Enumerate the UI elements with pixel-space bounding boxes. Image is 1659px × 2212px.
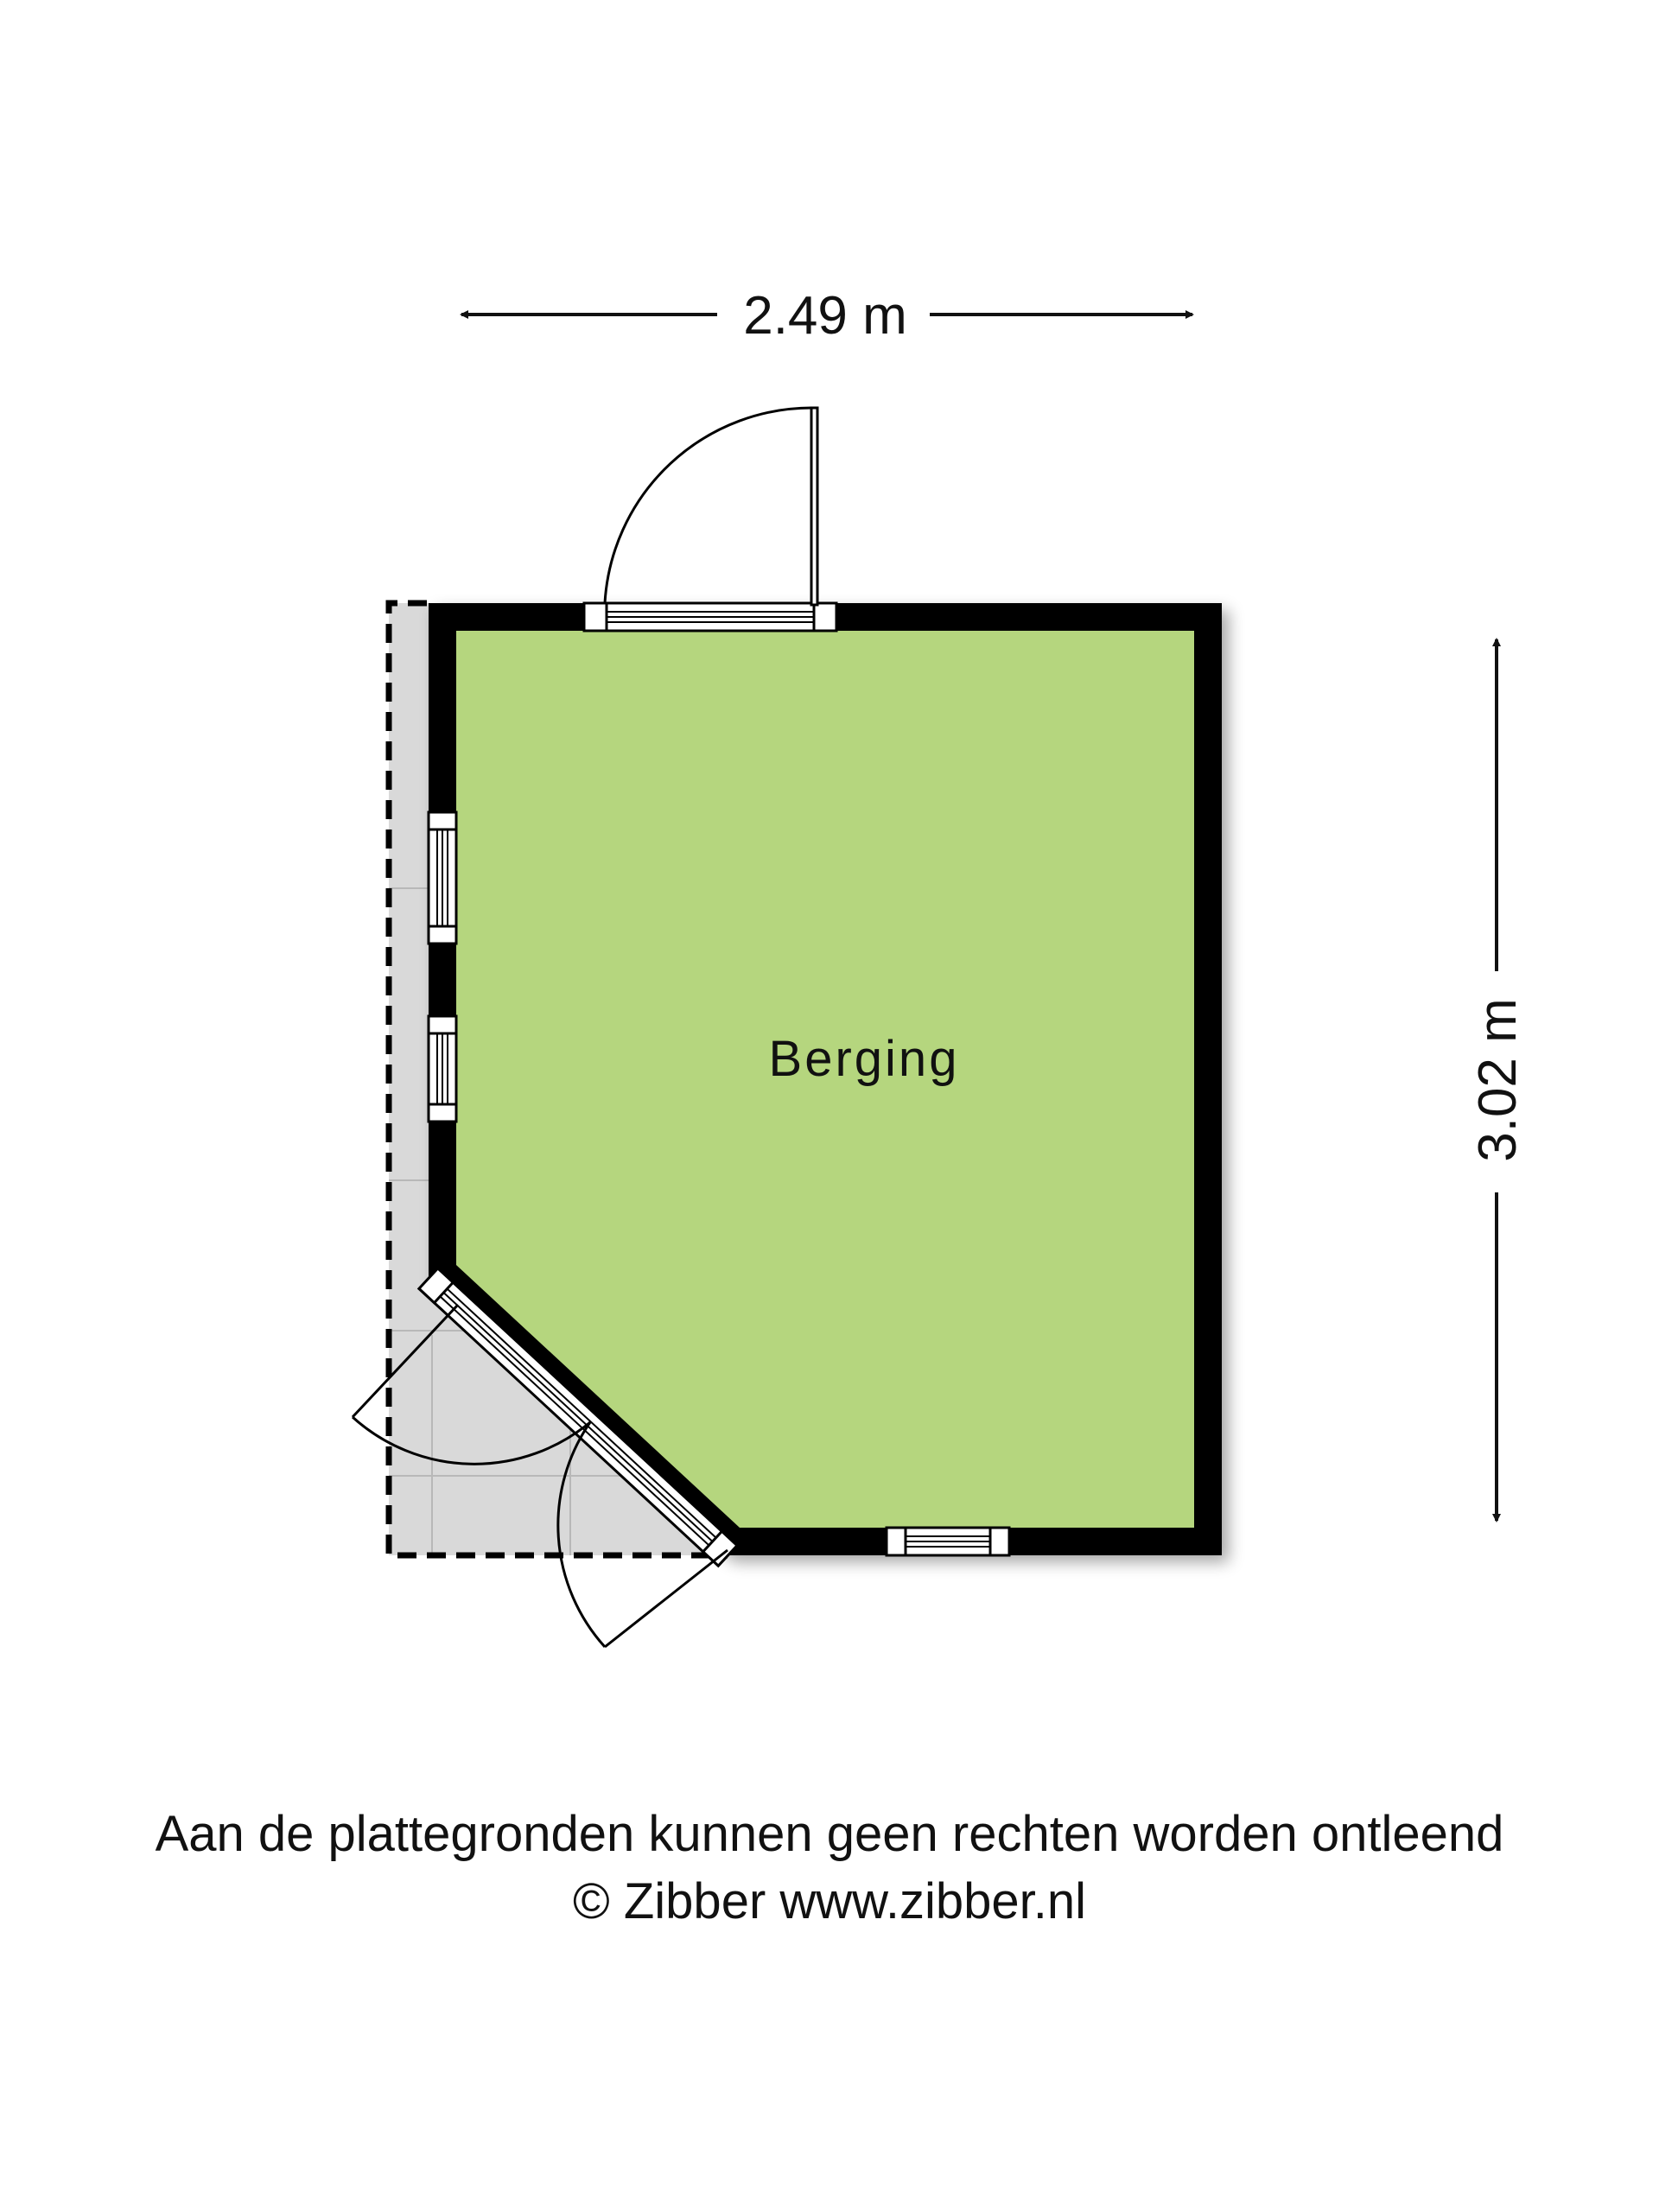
copyright-text: © Zibber www.zibber.nl [573,1873,1086,1929]
left-window-2 [429,1016,456,1122]
disclaimer-text: Aan de plattegronden kunnen geen rechten worden ontleend [155,1806,1504,1862]
width-dimension-label: 2.49 m [743,286,907,346]
height-dimension [1468,639,1528,1521]
room-label: Berging [768,1031,960,1087]
left-window-1 [429,812,456,944]
height-dimension-label: 3.02 m [1468,998,1528,1162]
bottom-window [887,1528,1009,1555]
top-door-swing [605,408,817,605]
top-door-frame [584,603,836,631]
width-dimension [461,286,1192,346]
